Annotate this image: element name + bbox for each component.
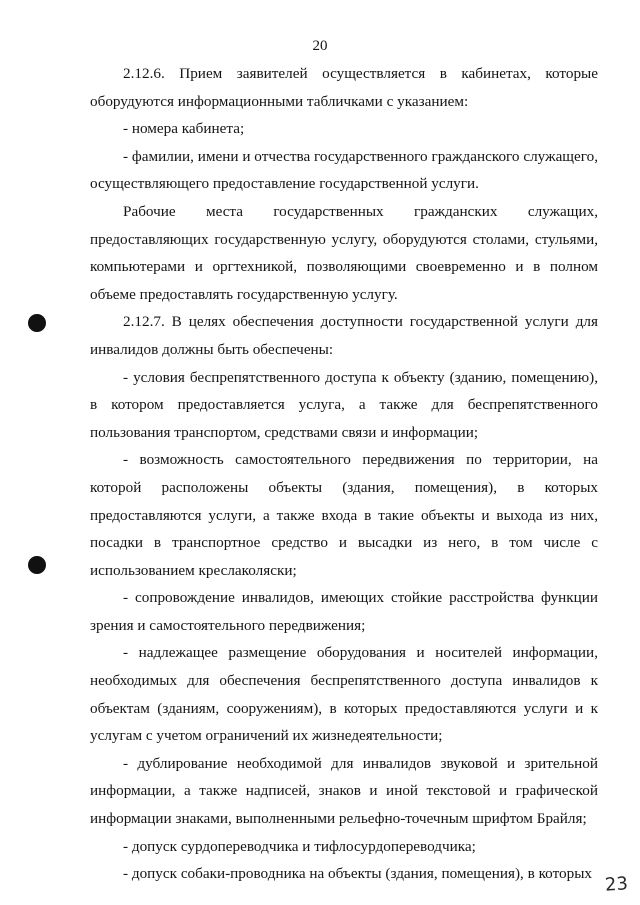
handwritten-page-mark: 23 (604, 873, 629, 896)
list-item-independent-movement: - возможность самостоятельного передвижения по территории, на которой расположены объекты (здания, помещения), в которых предоставляются услуги, а также входа в такие объекты и выхода из них, посадки в транспортное средство и высадки из него, в том числе с использованием креслаколяски; (90, 451, 598, 579)
list-item-employee-name: - фамилии, имени и отчества государственного гражданского служащего, осуществляющего предоставление государственной услуги. (90, 147, 598, 193)
paragraph-2-12-6: 2.12.6. Прием заявителей осуществляется в кабинетах, которые оборудуются информационными табличками с указанием: (90, 65, 598, 110)
list-item-escort: - сопровождение инвалидов, имеющих стойкие расстройства функции зрения и самостоятельного передвижения; (90, 589, 598, 634)
list-item-sign-interpreter: - допуск сурдопереводчика и тифлосурдопереводчика; (123, 837, 476, 855)
page-number: 20 (312, 38, 328, 54)
paragraph-2-12-7: 2.12.7. В целях обеспечения доступности государственной услуги для инвалидов должны быть обеспечены: (90, 313, 598, 358)
list-item-cabinet-number: - номера кабинета; (123, 120, 245, 138)
paragraph-workplaces: Рабочие места государственных гражданских служащих, предоставляющих государственную услугу, оборудуются столами, стульями, компьютерами и оргтехникой, позволяющими своевременно и в полном объеме предоставлять государственную услугу. (90, 202, 598, 303)
list-item-unobstructed-access: - условия беспрепятственного доступа к объекту (зданию, помещению), в котором предоставляется услуга, а также для беспрепятственного пользования транспортом, средствами связи и информации; (90, 368, 598, 441)
list-item-guide-dog: - допуск собаки-проводника на объекты (здания, помещения), в которых (123, 865, 592, 883)
list-item-braille-duplication: - дублирование необходимой для инвалидов звуковой и зрительной информации, а также надписей, знаков и иной текстовой и графической информации знаками, выполненными рельефно-точечным шрифтом Брайля; (90, 754, 598, 828)
document-body (90, 60, 598, 888)
list-item-equipment-placement: - надлежащее размещение оборудования и носителей информации, необходимых для обеспечения беспрепятственного доступа инвалидов к объектам (зданиям, сооружениям), в которых предоставляются услуги и к услугам с учетом ограничений их жизнедеятельности; (90, 644, 598, 745)
punch-hole-bottom (28, 556, 46, 574)
punch-hole-top (28, 314, 46, 332)
